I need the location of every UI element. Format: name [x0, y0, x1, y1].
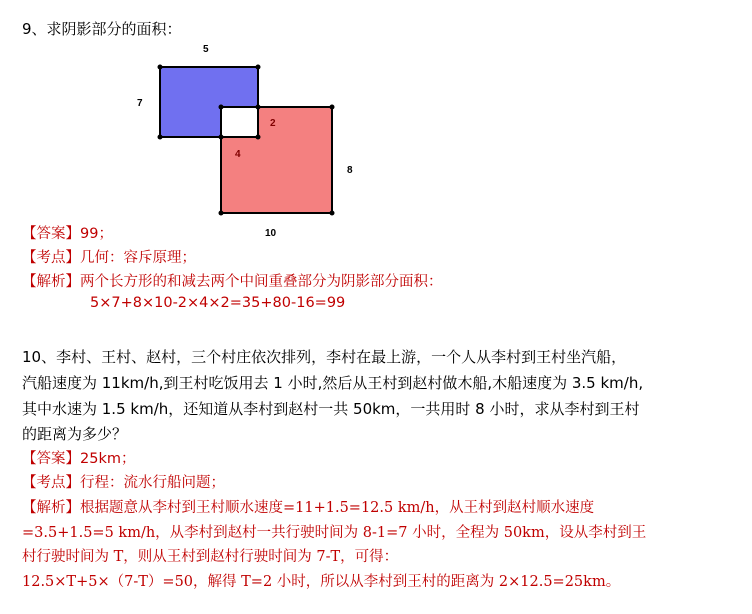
q10-analysis-line-4: 12.5×T+5×（7-T）=50，解得 T=2 小时，所以从李村到王村的距离为 2×12.5=25km。: [22, 574, 621, 590]
vertex-dot: [256, 105, 261, 110]
overlap-region: [221, 107, 258, 137]
label-top: 5: [203, 44, 209, 55]
analysis-tag: 【解析】: [22, 274, 80, 290]
answer-tag: 【答案】: [22, 451, 80, 467]
q10-line-4: 的距离为多少？: [22, 425, 128, 443]
q10-line-3: 其中水速为 1.5 km/h，还知道从李村到赵村一共 50km，一共用时 8 小时，求从李村到王村: [22, 400, 640, 418]
vertex-dot: [219, 135, 224, 140]
analysis-tag: 【解析】: [22, 500, 80, 516]
q9-formula: 5×7+8×10-2×4×2=35+80-16=99: [90, 295, 346, 311]
label-inner-right: 2: [270, 118, 276, 129]
vertex-dot: [330, 211, 335, 216]
vertex-dot: [330, 105, 335, 110]
answer-value: 25km；: [80, 451, 136, 467]
q9-point-line: [22, 246, 196, 267]
label-right: 8: [347, 165, 353, 176]
question-9-title: 9、求阴影部分的面积：: [22, 20, 182, 38]
answer-tag: 【答案】: [22, 226, 80, 242]
q10-analysis-line-2: =3.5+1.5=5 km/h，从李村到赵村一共行驶时间为 8-1=7 小时，全程为 50km，设从李村到王: [22, 525, 647, 541]
point-tag: 【考点】: [22, 250, 80, 266]
q10-point-line: [22, 471, 225, 492]
q10-analysis-line-3: 村行驶时间为 T，则从王村到赵村行驶时间为 7-T，可得：: [22, 549, 399, 565]
point-value: 行程：流水行船问题；: [80, 475, 225, 491]
vertex-dot: [256, 135, 261, 140]
vertex-dot: [219, 211, 224, 216]
analysis-value: 两个长方形的和减去两个中间重叠部分为阴影部分面积：: [80, 274, 443, 290]
q9-analysis-line: [22, 270, 443, 291]
overlapping-rectangles-figure: [125, 40, 365, 240]
label-left: 7: [137, 98, 143, 109]
point-value: 几何：容斥原理；: [80, 250, 196, 266]
vertex-dot: [219, 105, 224, 110]
vertex-dot: [158, 65, 163, 70]
vertex-dot: [256, 65, 261, 70]
q10-analysis-line: [22, 496, 594, 517]
q10-line-2: 汽船速度为 11km/h,到王村吃饭用去 1 小时,然后从王村到赵村做木船,木船速度为 3.5 km/h,: [22, 374, 644, 392]
answer-value: 99；: [80, 226, 113, 242]
analysis-line-1: 根据题意从李村到王村顺水速度=11+1.5=12.5 km/h，从王村到赵村顺水速度: [80, 500, 595, 516]
point-tag: 【考点】: [22, 475, 80, 491]
vertex-dot: [158, 135, 163, 140]
q10-answer-line: [22, 447, 135, 468]
q10-line-1: 10、李村、王村、赵村，三个村庄依次排列，李村在最上游，一个人从李村到王村坐汽船，: [22, 348, 627, 366]
label-bottom: 10: [265, 228, 277, 239]
label-inner-bottom: 4: [235, 149, 241, 160]
q9-answer-line: [22, 222, 113, 243]
